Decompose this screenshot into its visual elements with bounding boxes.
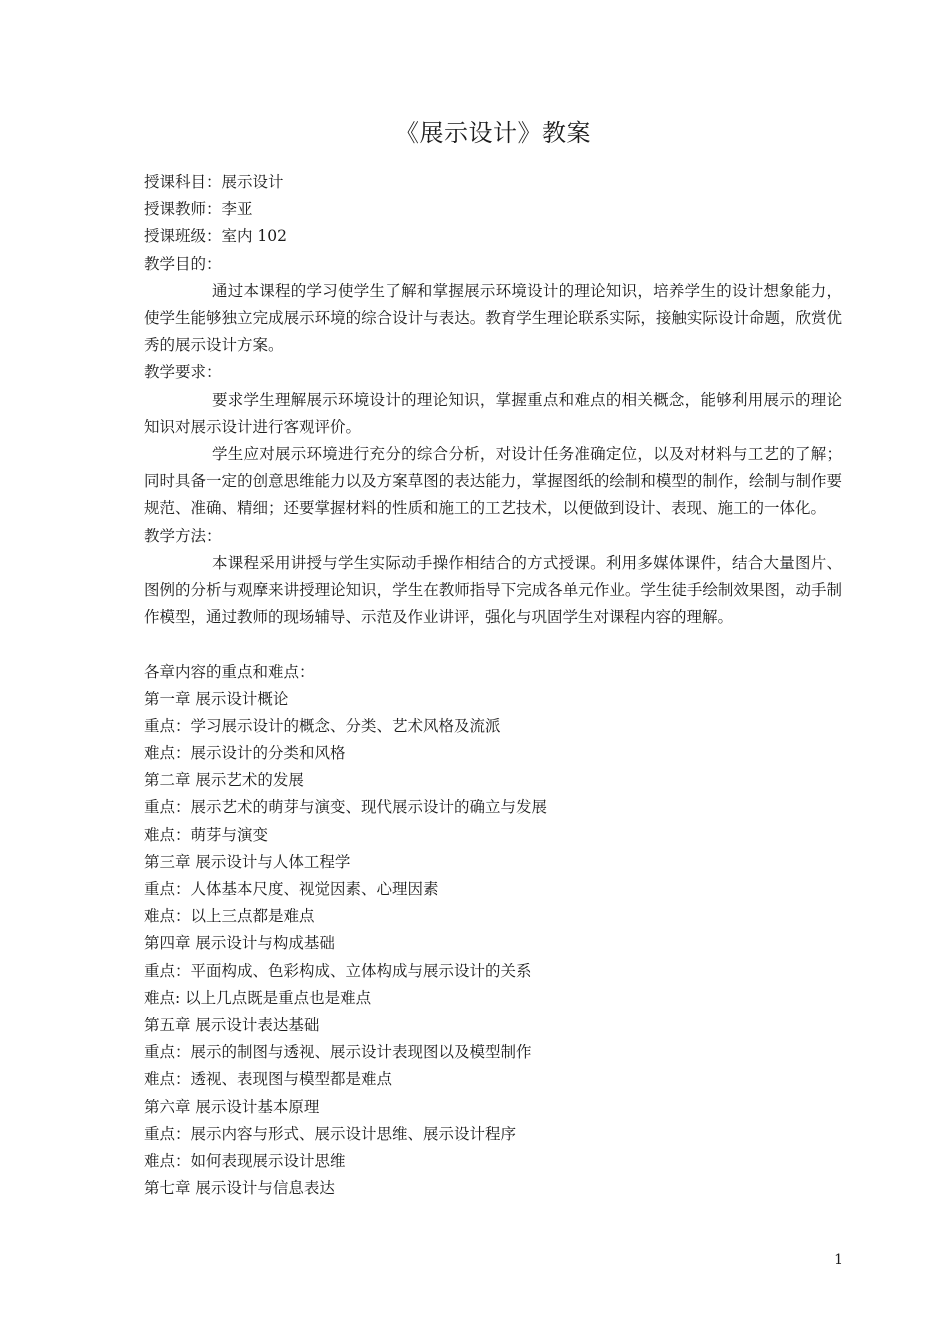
chapter-difficulties: 难点：以上三点都是难点 bbox=[144, 907, 315, 926]
chapter-block bbox=[144, 849, 842, 931]
chapter-difficulties: 难点：透视、表现图与模型都是难点 bbox=[144, 1070, 393, 1089]
methods-heading: 教学方法： bbox=[144, 526, 222, 545]
chapter-title: 第五章 展示设计表达基础 bbox=[144, 1015, 320, 1034]
chapter-key-points: 重点：平面构成、色彩构成、立体构成与展示设计的关系 bbox=[144, 961, 532, 980]
chapter-title: 第三章 展示设计与人体工程学 bbox=[144, 852, 351, 871]
objectives-paragraph: 通过本课程的学习使学生了解和掌握展示环境设计的理论知识，培养学生的设计想象能力，使学生能够独立完成展示环境的综合设计与表达。教育学生理论联系实际，接触实际设计命题，欣赏优秀的展示设计方案。 bbox=[144, 281, 842, 355]
chapter-title: 第二章 展示艺术的发展 bbox=[144, 771, 304, 790]
page-number: 1 bbox=[834, 1252, 843, 1268]
chapter-title: 第六章 展示设计基本原理 bbox=[144, 1097, 320, 1116]
document-body bbox=[144, 169, 842, 1202]
chapter-title: 第一章 展示设计概论 bbox=[144, 689, 289, 708]
chapter-difficulties: 难点：展示设计的分类和风格 bbox=[144, 744, 346, 763]
objectives-heading: 教学目的： bbox=[144, 254, 222, 273]
document-page bbox=[144, 0, 842, 1344]
chapter-difficulties: 难点: 以上几点既是重点也是难点 bbox=[144, 988, 372, 1007]
chapter-key-points: 重点：人体基本尺度、视觉因素、心理因素 bbox=[144, 880, 439, 899]
chapter-difficulties: 难点：萌芽与演变 bbox=[144, 825, 269, 844]
chapter-block bbox=[144, 1094, 842, 1176]
chapter-block bbox=[144, 930, 842, 1012]
chapter-title: 第七章 展示设计与信息表达 bbox=[144, 1179, 335, 1198]
class-line: 授课班级：室内 102 bbox=[144, 227, 288, 246]
chapters-heading: 各章内容的重点和难点： bbox=[144, 662, 315, 681]
blank-line bbox=[144, 631, 842, 658]
chapter-block bbox=[144, 767, 842, 849]
requirements-paragraph-2: 学生应对展示环境进行充分的综合分析，对设计任务准确定位，以及对材料与工艺的了解；同时具备一定的创意思维能力以及方案草图的表达能力，掌握图纸的绘制和模型的制作，绘制与制作要规范、准确、精细；还要掌握材料的性质和施工的工艺技术，以便做到设计、表现、施工的一体化。 bbox=[144, 444, 842, 518]
chapter-difficulties: 难点：如何表现展示设计思维 bbox=[144, 1151, 346, 1170]
methods-paragraph: 本课程采用讲授与学生实际动手操作相结合的方式授课。利用多媒体课件，结合大量图片、图例的分析与观摩来讲授理论知识，学生在教师指导下完成各单元作业。学生徒手绘制效果图，动手制作模型，通过教师的现场辅导、示范及作业讲评，强化与巩固学生对课程内容的理解。 bbox=[144, 553, 842, 627]
subject-line: 授课科目：展示设计 bbox=[144, 173, 284, 191]
chapter-title: 第四章 展示设计与构成基础 bbox=[144, 934, 335, 953]
document-title: 《展示设计》教案 bbox=[395, 119, 591, 147]
requirements-heading: 教学要求： bbox=[144, 363, 222, 382]
teacher-line: 授课教师：李亚 bbox=[144, 200, 253, 219]
chapter-block bbox=[144, 1012, 842, 1094]
chapter-key-points: 重点：展示的制图与透视、展示设计表现图以及模型制作 bbox=[144, 1043, 532, 1062]
chapter-key-points: 重点：展示艺术的萌芽与演变、现代展示设计的确立与发展 bbox=[144, 798, 548, 817]
chapter-key-points: 重点：学习展示设计的概念、分类、艺术风格及流派 bbox=[144, 716, 501, 735]
requirements-paragraph-1: 要求学生理解展示环境设计的理论知识，掌握重点和难点的相关概念，能够利用展示的理论知识对展示设计进行客观评价。 bbox=[144, 390, 842, 436]
chapter-block bbox=[144, 686, 842, 768]
chapter-key-points: 重点：展示内容与形式、展示设计思维、展示设计程序 bbox=[144, 1124, 517, 1143]
